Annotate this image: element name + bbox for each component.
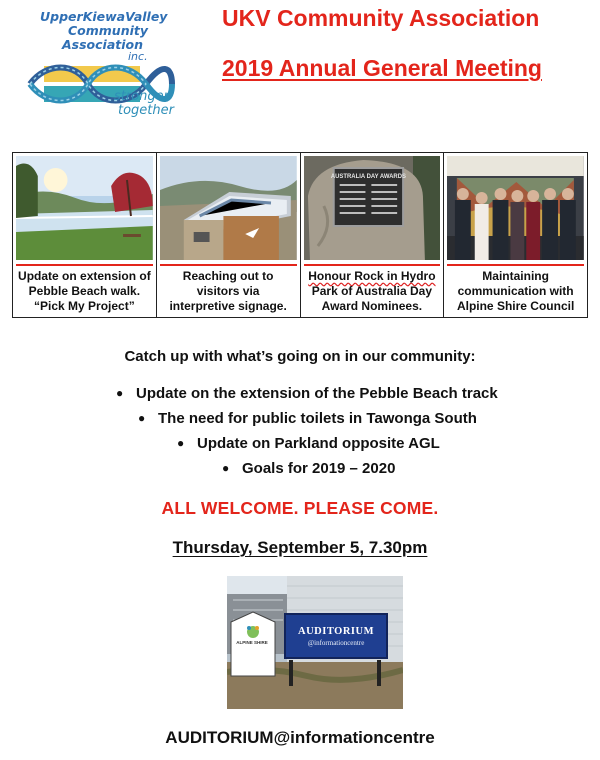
logo-line-2: Community [68, 23, 149, 38]
caption-divider [160, 264, 297, 266]
agenda-item-text: Update on the extension of the Pebble Beach track [136, 385, 498, 402]
auditorium-sign-title: AUDITORIUM [298, 626, 374, 637]
agenda-intro: Catch up with what’s going on in our community: [124, 348, 476, 365]
agenda-item [0, 384, 600, 409]
page-title: UKV Community Association [222, 5, 540, 31]
photo-caption [159, 269, 298, 314]
agenda-item-text: Update on Parkland opposite AGL [197, 435, 440, 452]
river-landscape-photo [16, 156, 153, 260]
page-subtitle: 2019 Annual General Meeting [222, 55, 542, 81]
venue-footer: AUDITORIUM@informationcentre [165, 728, 435, 747]
agenda-item-text: The need for public toilets in Tawonga South [158, 410, 477, 427]
award-plaque-rock-photo [304, 156, 441, 260]
caption-line: Alpine Shire Council [456, 299, 575, 313]
caption-line: Park of Australia Day [311, 284, 433, 298]
welcome-banner: ALL WELCOME. PLEASE COME. [161, 498, 439, 518]
caption-divider [447, 264, 584, 266]
caption-line: Reaching out to [182, 269, 274, 283]
agenda-list [0, 384, 600, 484]
caption-line: “Pick My Project” [34, 299, 135, 313]
meeting-date: Thursday, September 5, 7.30pm [172, 538, 428, 557]
bullet-icon: ● [116, 386, 124, 400]
caption-line: Update on extension of [18, 269, 151, 283]
photo-card-pebble-beach [13, 153, 157, 317]
agenda-item-text: Goals for 2019 – 2020 [242, 460, 396, 477]
caption-line: Honour Rock in Hydro [308, 269, 436, 283]
caption-line: Pebble Beach walk. [28, 284, 141, 298]
association-logo [18, 8, 188, 120]
agenda-item [0, 459, 600, 484]
group-portrait-photo [447, 156, 584, 260]
caption-line: interpretive signage. [169, 299, 287, 313]
agenda-item [0, 434, 600, 459]
alpine-shire-sign-text: ALPINE SHIRE [236, 640, 268, 645]
logo-slogan-2: together [118, 103, 174, 118]
bullet-icon: ● [138, 411, 146, 425]
logo-slogan-1: stronger [114, 89, 170, 104]
logo-line-4: inc. [128, 50, 148, 63]
photo-caption [15, 269, 154, 314]
bullet-icon: ● [177, 436, 185, 450]
photo-caption [446, 269, 585, 314]
interpretive-sign-photo [160, 156, 297, 260]
photo-card-signage [157, 153, 301, 317]
photo-strip [12, 152, 588, 318]
caption-divider [304, 264, 441, 266]
caption-line: visitors via [196, 284, 260, 298]
logo-line-1: UpperKiewaValley [40, 9, 168, 24]
photo-card-council [444, 153, 587, 317]
caption-line: communication with [457, 284, 574, 298]
photo-card-honour-rock [301, 153, 445, 317]
plaque-title: AUSTRALIA DAY AWARDS [330, 173, 406, 181]
photo-caption [303, 269, 442, 314]
auditorium-sign-subtitle: @informationcentre [307, 639, 365, 647]
caption-line: Award Nominees. [321, 299, 423, 313]
caption-divider [16, 264, 153, 266]
agenda-item [0, 409, 600, 434]
logo-line-3: Association [62, 37, 144, 52]
caption-line: Maintaining [482, 269, 549, 283]
auditorium-sign-photo [227, 576, 403, 709]
bullet-icon: ● [222, 461, 230, 475]
